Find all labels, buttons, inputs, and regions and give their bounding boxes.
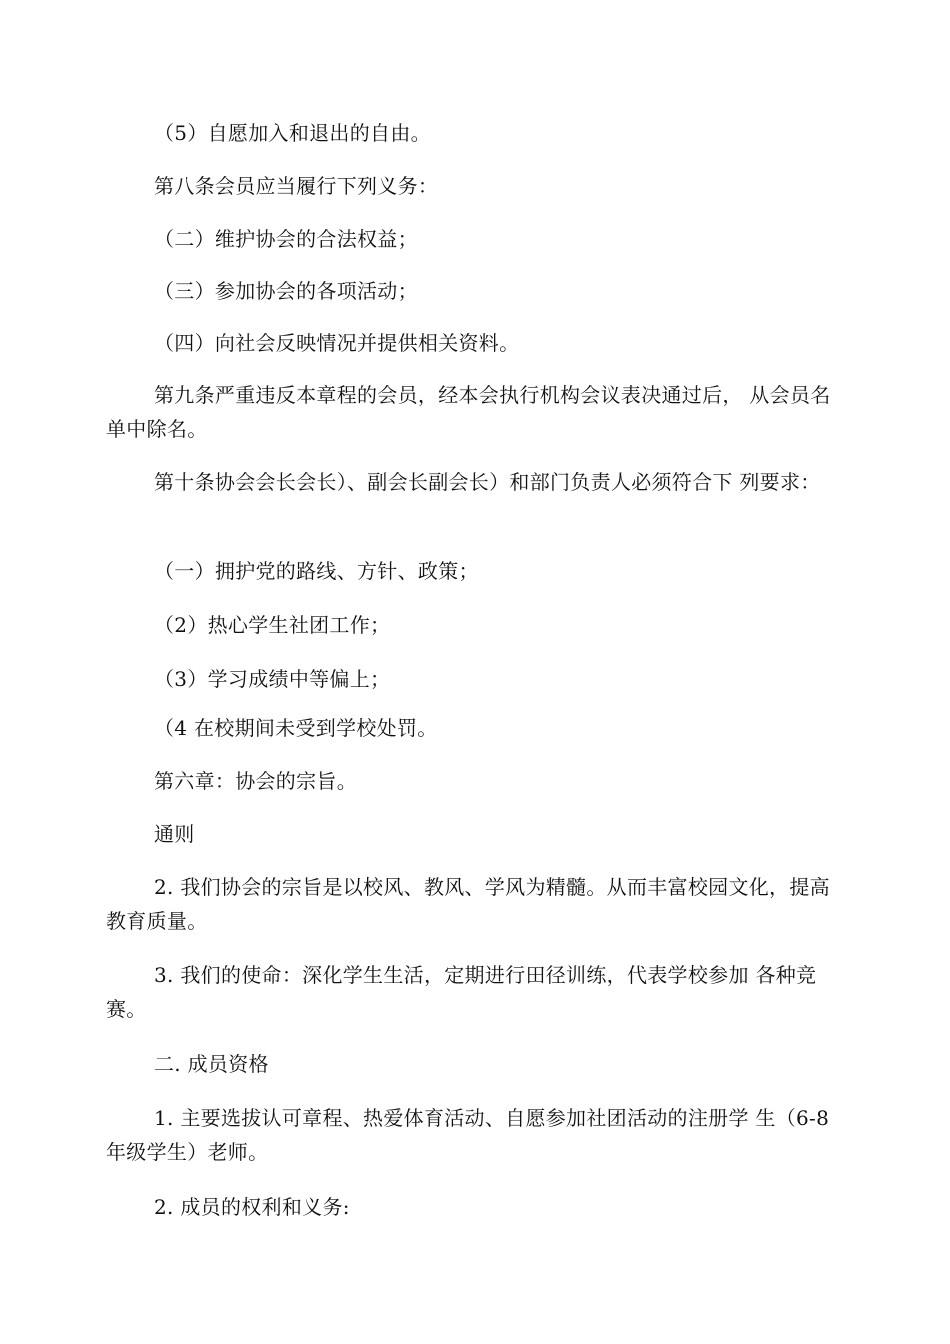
- paragraph-requirement-4: （4 在校期间未受到学校处罚。: [154, 716, 438, 740]
- paragraph-right-5: （5）自愿加入和退出的自由。: [154, 121, 431, 145]
- paragraph-duty-3: （三）参加协会的各项活动；: [154, 279, 418, 303]
- paragraph-mission: 3. 我们的使命：深化学生生活，定期进行田径训练，代表学校参加 各种竞赛。: [106, 963, 817, 1021]
- paragraph-membership-1: 1. 主要选拔认可章程、热爱体育活动、自愿参加社团活动的注册学 生（6-8 年级学生）老师。: [106, 1106, 830, 1164]
- paragraph-membership-2: 2. 成员的权利和义务:: [154, 1195, 350, 1219]
- paragraph-duty-2: （二）维护协会的合法权益；: [154, 227, 418, 251]
- paragraph-requirement-1: （一）拥护党的路线、方针、政策；: [154, 559, 479, 583]
- paragraph-duty-4: （四）向社会反映情况并提供相关资料。: [154, 331, 520, 355]
- chapter-heading: 第六章：协会的宗旨。: [154, 769, 357, 793]
- paragraph-requirement-2: （2）热心学生社团工作；: [154, 613, 391, 637]
- paragraph-article-10: 第十条协会会长会长）、副会长副会长）和部门负责人必须符合下 列要求：: [154, 470, 821, 494]
- paragraph-article-8: 第八条会员应当履行下列义务：: [154, 174, 439, 198]
- paragraph-purpose: 2. 我们协会的宗旨是以校风、教风、学风为精髓。从而丰富校园文化，提高教育质量。: [106, 875, 830, 933]
- section-heading-membership: 二. 成员资格: [154, 1052, 269, 1076]
- section-heading-general: 通则: [154, 822, 195, 846]
- paragraph-requirement-3: （3）学习成绩中等偏上；: [154, 667, 391, 691]
- paragraph-article-9: 第九条严重违反本章程的会员，经本会执行机构会议表决通过后， 从会员名单中除名。: [106, 383, 831, 441]
